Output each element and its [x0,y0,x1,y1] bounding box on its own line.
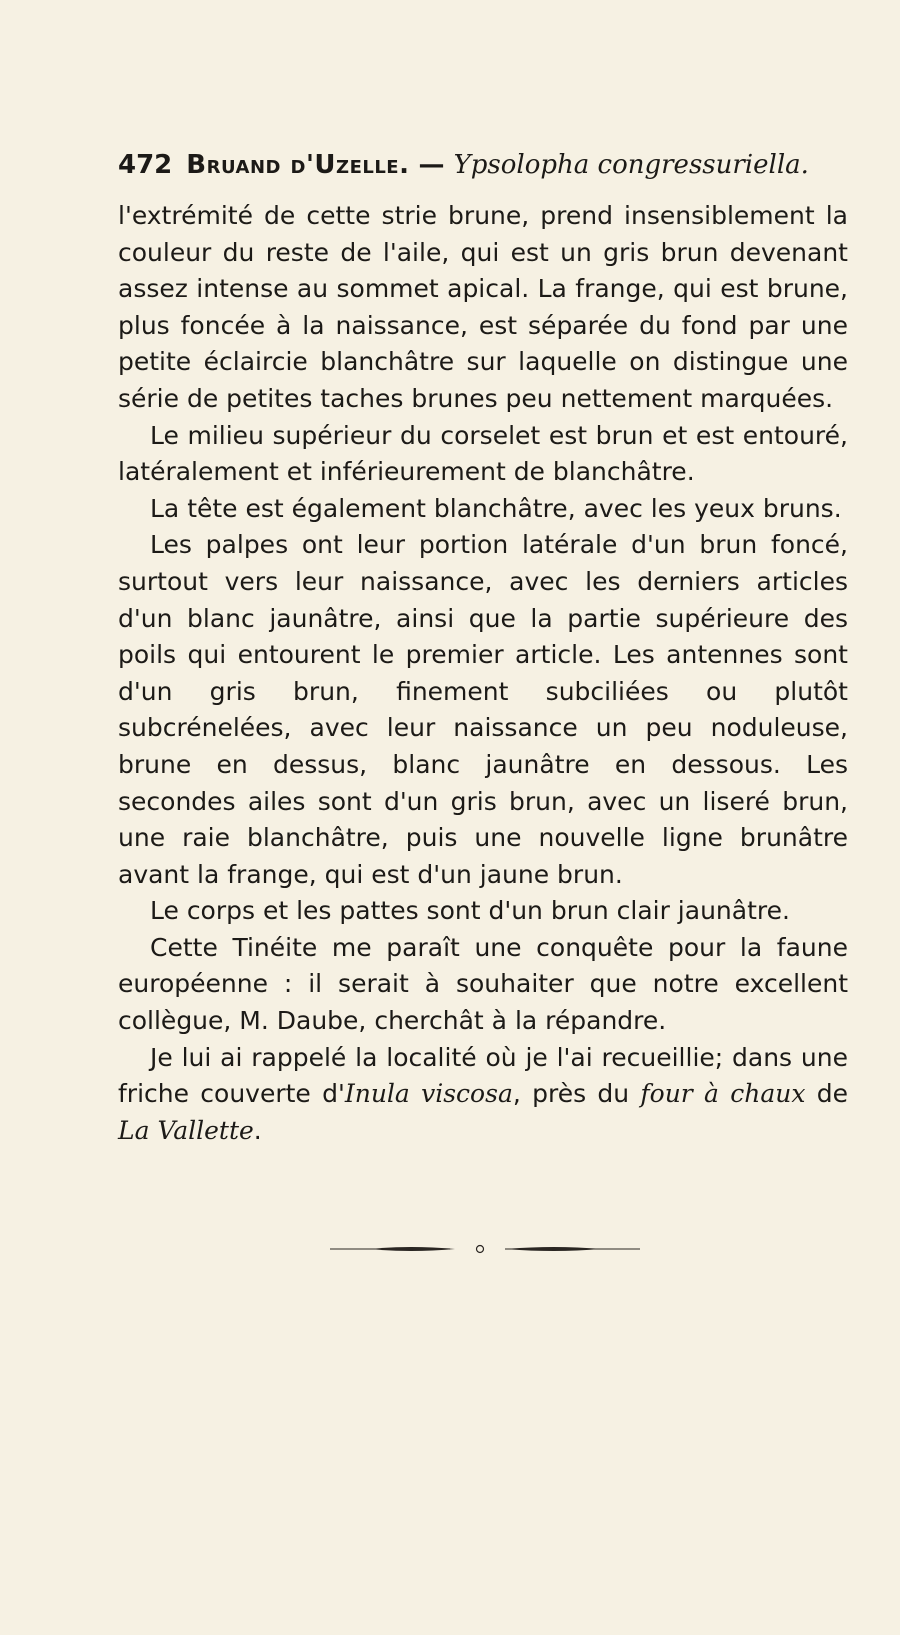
paragraph-6: Cette Tinéite me paraît une conquête pour la faune européenne : il serait à souhaiter que notre excellent collègue, M. Daube, cherchât à la répandre. [118,932,848,1036]
paragraph-7-text-2: , près du [512,1079,641,1109]
paragraph-7 [118,1040,848,1150]
body-text [118,198,848,1149]
paragraph-3: La tête est également blanchâtre, avec les yeux bruns. [150,493,842,523]
end-ornament [330,1244,640,1254]
paragraph-7-text-1: Je lui ai rappelé la localité où je l'ai recueillie; dans une friche couverte d' [118,1042,848,1109]
species-name: Ypsolopha congressuriella. [453,150,809,180]
paragraph-7-text-3: de [805,1079,848,1109]
page-number: 472 [118,150,173,180]
plant-name: Inula viscosa [344,1079,513,1109]
paragraph-1: l'extrémité de cette strie brune, prend insensiblement la couleur du reste de l'aile, qui est un gris brun devenant assez intense au sommet apical. La frange, qui est brune, plus foncée à la naissance, est séparée du fond par une petite éclaircie blanchâtre sur laquelle on distingue une série de petites taches brunes peu nettement marquées. [118,201,848,413]
header-separator: — [409,150,454,180]
place-la-vallette: La Vallette [118,1115,254,1145]
paragraph-4: Les palpes ont leur portion latérale d'un brun foncé, surtout vers leur naissance, avec les derniers articles d'un blanc jaunâtre, ainsi que la partie supérieure des poils qui entourent le premier article. Les antennes sont d'un gris brun, finement subciliées ou plutôt subcrénelées, avec leur naissance un peu noduleuse, brune en dessus, blanc jaunâtre en dessous. Les secondes ailes sont d'un gris brun, avec un liseré brun, une raie blanchâtre, puis une nouvelle ligne brunâtre avant la frange, qui est d'un jaune brun. [118,530,848,889]
running-header [118,150,858,180]
paragraph-5: Le corps et les pattes sont d'un brun clair jaunâtre. [150,896,790,926]
author-name: Bruand d'Uzelle. [186,150,410,180]
paragraph-7-text-4: . [253,1115,262,1145]
place-four-a-chaux: four à chaux [640,1079,806,1109]
paragraph-2: Le milieu supérieur du corselet est brun et est entouré, latéralement et inférieurement de blanchâtre. [118,420,848,487]
